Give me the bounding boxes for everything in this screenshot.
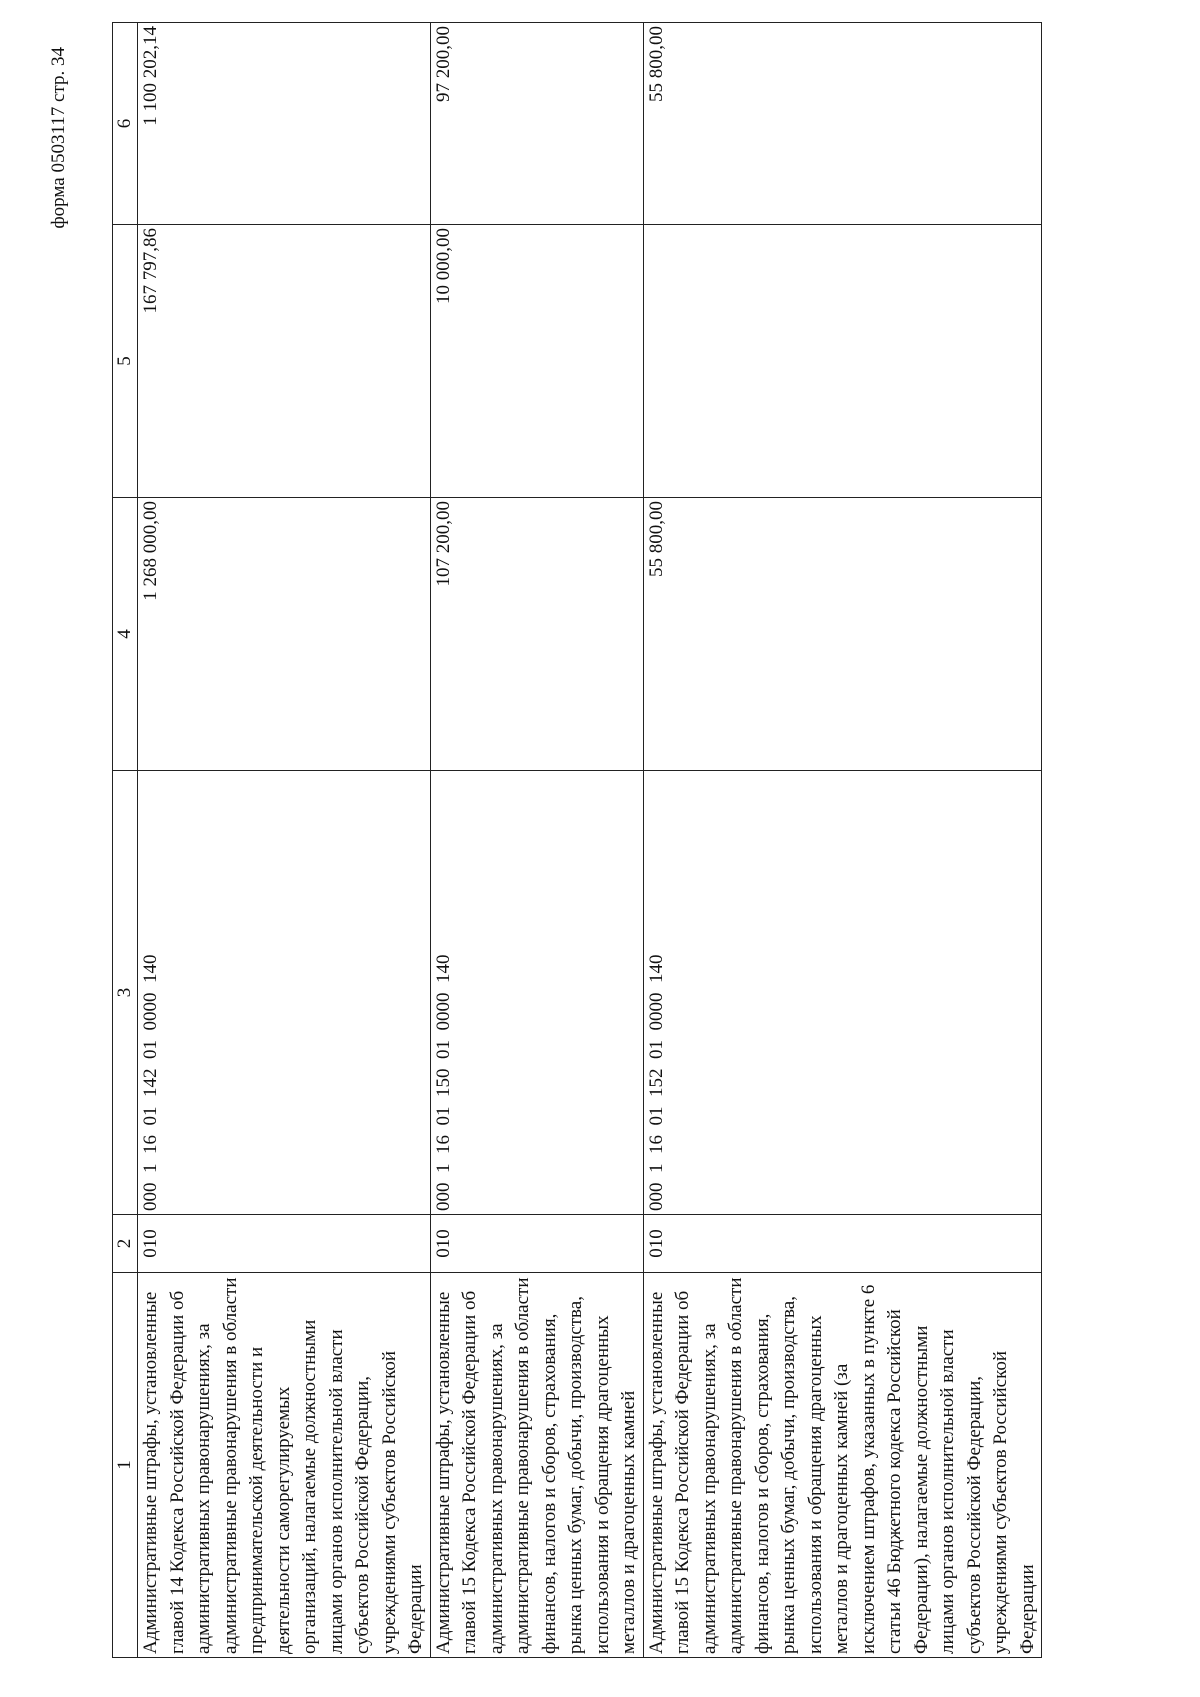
line-code-cell: 010 xyxy=(138,1215,431,1273)
column-number: 5 xyxy=(113,225,138,498)
approved-amount-cell: 1 268 000,00 xyxy=(138,498,431,771)
unexecuted-amount-cell: 1 100 202,14 xyxy=(138,23,431,225)
column-number: 3 xyxy=(113,771,138,1215)
approved-amount-cell: 107 200,00 xyxy=(430,498,643,771)
column-number-row xyxy=(113,23,138,1658)
form-header: форма 0503117 стр. 34 xyxy=(48,47,69,229)
executed-amount-cell xyxy=(643,225,1042,498)
executed-amount-cell: 10 000,00 xyxy=(430,225,643,498)
unexecuted-amount-cell: 97 200,00 xyxy=(430,23,643,225)
column-number: 2 xyxy=(113,1215,138,1273)
unexecuted-amount-cell: 55 800,00 xyxy=(643,23,1042,225)
income-name-cell: Административные штрафы, установленные главой 15 Кодекса Российской Федерации об административных правонарушениях, за административные правонарушения в области финансов, налогов и сборов, страхования, рынка ценных бумаг, добычи, производства, использования и обращения драгоценных металлов и драгоценных камней xyxy=(430,1273,643,1658)
column-number: 4 xyxy=(113,498,138,771)
line-code-cell: 010 xyxy=(643,1215,1042,1273)
column-number: 1 xyxy=(113,1273,138,1658)
column-number: 6 xyxy=(113,23,138,225)
budget-code-cell: 000 1 16 01 150 01 0000 140 xyxy=(430,771,643,1215)
line-code-cell: 010 xyxy=(430,1215,643,1273)
executed-amount-cell: 167 797,86 xyxy=(138,225,431,498)
budget-code-cell: 000 1 16 01 152 01 0000 140 xyxy=(643,771,1042,1215)
table-row xyxy=(138,23,431,1658)
income-name-cell: Административные штрафы, установленные главой 14 Кодекса Российской Федерации об административных правонарушениях, за административные правонарушения в области предпринимательской деятельности и деятельности саморегулируемых организаций, налагаемые должностными лицами органов исполнительной власти субъектов Российской Федерации, учреждениями субъектов Российской Федерации xyxy=(138,1273,431,1658)
income-name-cell: Административные штрафы, установленные главой 15 Кодекса Российской Федерации об административных правонарушениях, за административные правонарушения в области финансов, налогов и сборов, страхования, рынка ценных бумаг, добычи, производства, использования и обращения драгоценных металлов и драгоценных камней (за исключением штрафов, указанных в пункте 6 статьи 46 Бюджетного кодекса Российской Федерации), налагаемые должностными лицами органов исполнительной власти субъектов Российской Федерации, учреждениями субъектов Российской Федерации xyxy=(643,1273,1042,1658)
table-row xyxy=(430,23,643,1658)
approved-amount-cell: 55 800,00 xyxy=(643,498,1042,771)
budget-code-cell: 000 1 16 01 142 01 0000 140 xyxy=(138,771,431,1215)
income-report-table xyxy=(112,22,1042,1658)
table-row xyxy=(643,23,1042,1658)
